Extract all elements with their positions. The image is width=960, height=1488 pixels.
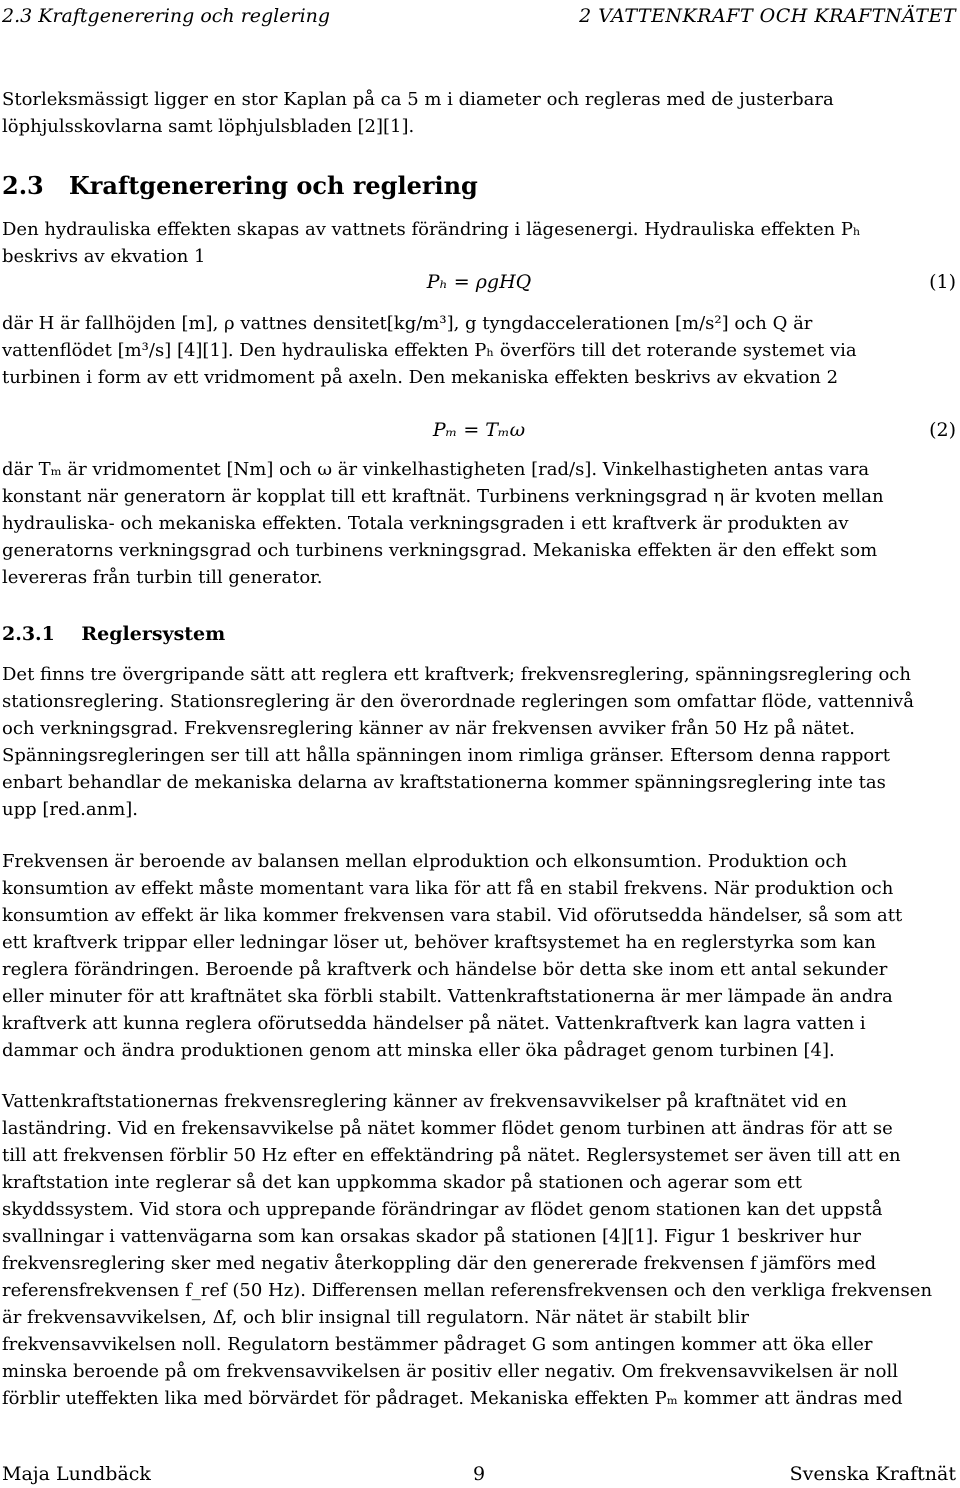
text-line: kraftverk att kunna reglera oförutsedda händelser på nätet. Vattenkraftverk kan lagra vatten i: [2, 1013, 866, 1034]
page-number: 9: [472, 1463, 486, 1485]
footer-organization: Svenska Kraftnät: [789, 1463, 956, 1485]
subsection-heading: [2, 620, 225, 648]
text-line: Det finns tre övergripande sätt att reglera ett kraftverk; frekvensreglering, spänningsreglering och: [2, 664, 911, 685]
text-line: generatorns verkningsgrad och turbinens verkningsgrad. Mekaniska effekten är den effekt som: [2, 540, 878, 561]
text-line: Frekvensen är beroende av balansen mellan elproduktion och elkonsumtion. Produktion och: [2, 851, 848, 872]
section-heading: [2, 170, 478, 202]
text-line: minska beroende på om frekvensavvikelsen är positiv eller negativ. Om frekvensavvikelsen är noll: [2, 1361, 898, 1382]
running-header: [2, 2, 956, 30]
subsection-paragraph-3: [2, 1088, 957, 1412]
text-line: är frekvensavvikelsen, Δf, och blir insignal till regulatorn. När nätet är stabilt blir: [2, 1307, 749, 1328]
text-line: konsumtion av effekt är lika kommer frekvensen vara stabil. Vid oförutsedda händelser, så som att: [2, 905, 903, 926]
section-paragraph-1: [2, 216, 957, 270]
text-line: frekvensreglering sker med negativ återkoppling där den genererade frekvensen f jämförs med: [2, 1253, 877, 1274]
subsection-paragraph-1: [2, 661, 957, 823]
text-line: dammar och ändra produktionen genom att minska eller öka pådraget genom turbinen [4].: [2, 1040, 835, 1061]
subsection-paragraph-2: [2, 848, 957, 1064]
text-line: Spänningsregleringen ser till att hålla spänningen inom rimliga gränser. Eftersom denna rapport: [2, 745, 891, 766]
text-line: svallningar i vattenvägarna som kan orsakas skador på stationen [4][1]. Figur 1 beskriver hur: [2, 1226, 861, 1247]
equation-number: (1): [929, 271, 956, 293]
text-line: eller minuter för att kraftnätet ska förbli stabilt. Vattenkraftstationerna är mer lämpade än andra: [2, 986, 893, 1007]
text-line: vattenflödet [m³/s] [4][1]. Den hydrauliska effekten Pₕ överförs till det roterande systemet via: [2, 340, 857, 361]
equation-1: [0, 267, 958, 297]
page-footer: [2, 1460, 956, 1488]
intro-paragraph: [2, 86, 957, 140]
text-line: laständring. Vid en frekensavvikelse på nätet kommer flödet genom turbinen att ändras för att se: [2, 1118, 893, 1139]
text-line: skyddssystem. Vid stora och upprepande förändringar av flödet genom stationen kan det uppstå: [2, 1199, 883, 1220]
text-line: Storleksmässigt ligger en stor Kaplan på ca 5 m i diameter och regleras med de justerbara: [2, 89, 834, 110]
text-line: där H är fallhöjden [m], ρ vattnes densitet[kg/m³], g tyngdaccelerationen [m/s²] och Q är: [2, 313, 813, 334]
section-paragraph-3: [2, 456, 957, 591]
text-line: kraftstation inte reglerar så det kan uppkomma skador på stationen och agerar som ett: [2, 1172, 802, 1193]
footer-author: Maja Lundbäck: [2, 1463, 151, 1485]
text-line: där Tₘ är vridmomentet [Nm] och ω är vinkelhastigheten [rad/s]. Vinkelhastigheten antas vara: [2, 459, 870, 480]
text-line: turbinen i form av ett vridmoment på axeln. Den mekaniska effekten beskrivs av ekvation 2: [2, 367, 839, 388]
text-line: enbart behandlar de mekaniska delarna av kraftstationerna kommer spänningsreglering inte tas: [2, 772, 886, 793]
section-paragraph-2: [2, 310, 957, 391]
text-line: levereras från turbin till generator.: [2, 567, 323, 588]
equation-body: Pₘ = Tₘω: [432, 419, 526, 441]
equation-number: (2): [929, 419, 956, 441]
text-line: referensfrekvensen f_ref (50 Hz). Differensen mellan referensfrekvensen och den verkliga frekvensen: [2, 1280, 933, 1301]
text-line: frekvensavvikelsen noll. Regulatorn bestämmer pådraget G som antingen kommer att öka eller: [2, 1334, 873, 1355]
text-line: löphjulsskovlarna samt löphjulsbladen [2][1].: [2, 116, 415, 137]
section-title: Kraftgenerering och reglering: [68, 171, 478, 200]
text-line: Den hydrauliska effekten skapas av vattnets förändring i lägesenergi. Hydrauliska effekten Pₕ: [2, 219, 861, 240]
header-chapter-title: 2 VATTENKRAFT OCH KRAFTNÄTET: [579, 5, 956, 27]
text-line: reglera förändringen. Beroende på kraftverk och händelse bör detta ske inom ett antal sekunder: [2, 959, 888, 980]
header-section-title: 2.3 Kraftgenerering och reglering: [2, 5, 331, 27]
text-line: konstant när generatorn är kopplat till ett kraftnät. Turbinens verkningsgrad η är kvoten mellan: [2, 486, 884, 507]
subsection-number: 2.3.1: [2, 623, 55, 645]
equation-2: [0, 415, 958, 445]
text-line: beskrivs av ekvation 1: [2, 246, 206, 267]
text-line: till att frekvensen förblir 50 Hz efter en effektändring på nätet. Reglersystemet ser även till att en: [2, 1145, 901, 1166]
section-number: 2.3: [2, 171, 44, 200]
text-line: upp [red.anm].: [2, 799, 139, 820]
text-line: förblir uteffekten lika med börvärdet för pådraget. Mekaniska effekten Pₘ kommer att ändras med: [2, 1388, 903, 1409]
text-line: och verkningsgrad. Frekvensreglering känner av när frekvensen avviker från 50 Hz på nätet.: [2, 718, 855, 739]
subsection-title: Reglersystem: [81, 623, 226, 645]
text-line: Vattenkraftstationernas frekvensreglering känner av frekvensavvikelser på kraftnätet vid en: [2, 1091, 847, 1112]
text-line: stationsreglering. Stationsreglering är den överordnade regleringen som omfattar flöde, vattennivå: [2, 691, 914, 712]
text-line: hydrauliska- och mekaniska effekten. Totala verkningsgraden i ett kraftverk är produkten av: [2, 513, 849, 534]
equation-body: Pₕ = ρgHQ: [426, 271, 532, 293]
text-line: konsumtion av effekt måste momentant vara lika för att få en stabil frekvens. När produktion och: [2, 878, 894, 899]
text-line: ett kraftverk trippar eller ledningar löser ut, behöver kraftsystemet ha en reglerstyrka som kan: [2, 932, 877, 953]
